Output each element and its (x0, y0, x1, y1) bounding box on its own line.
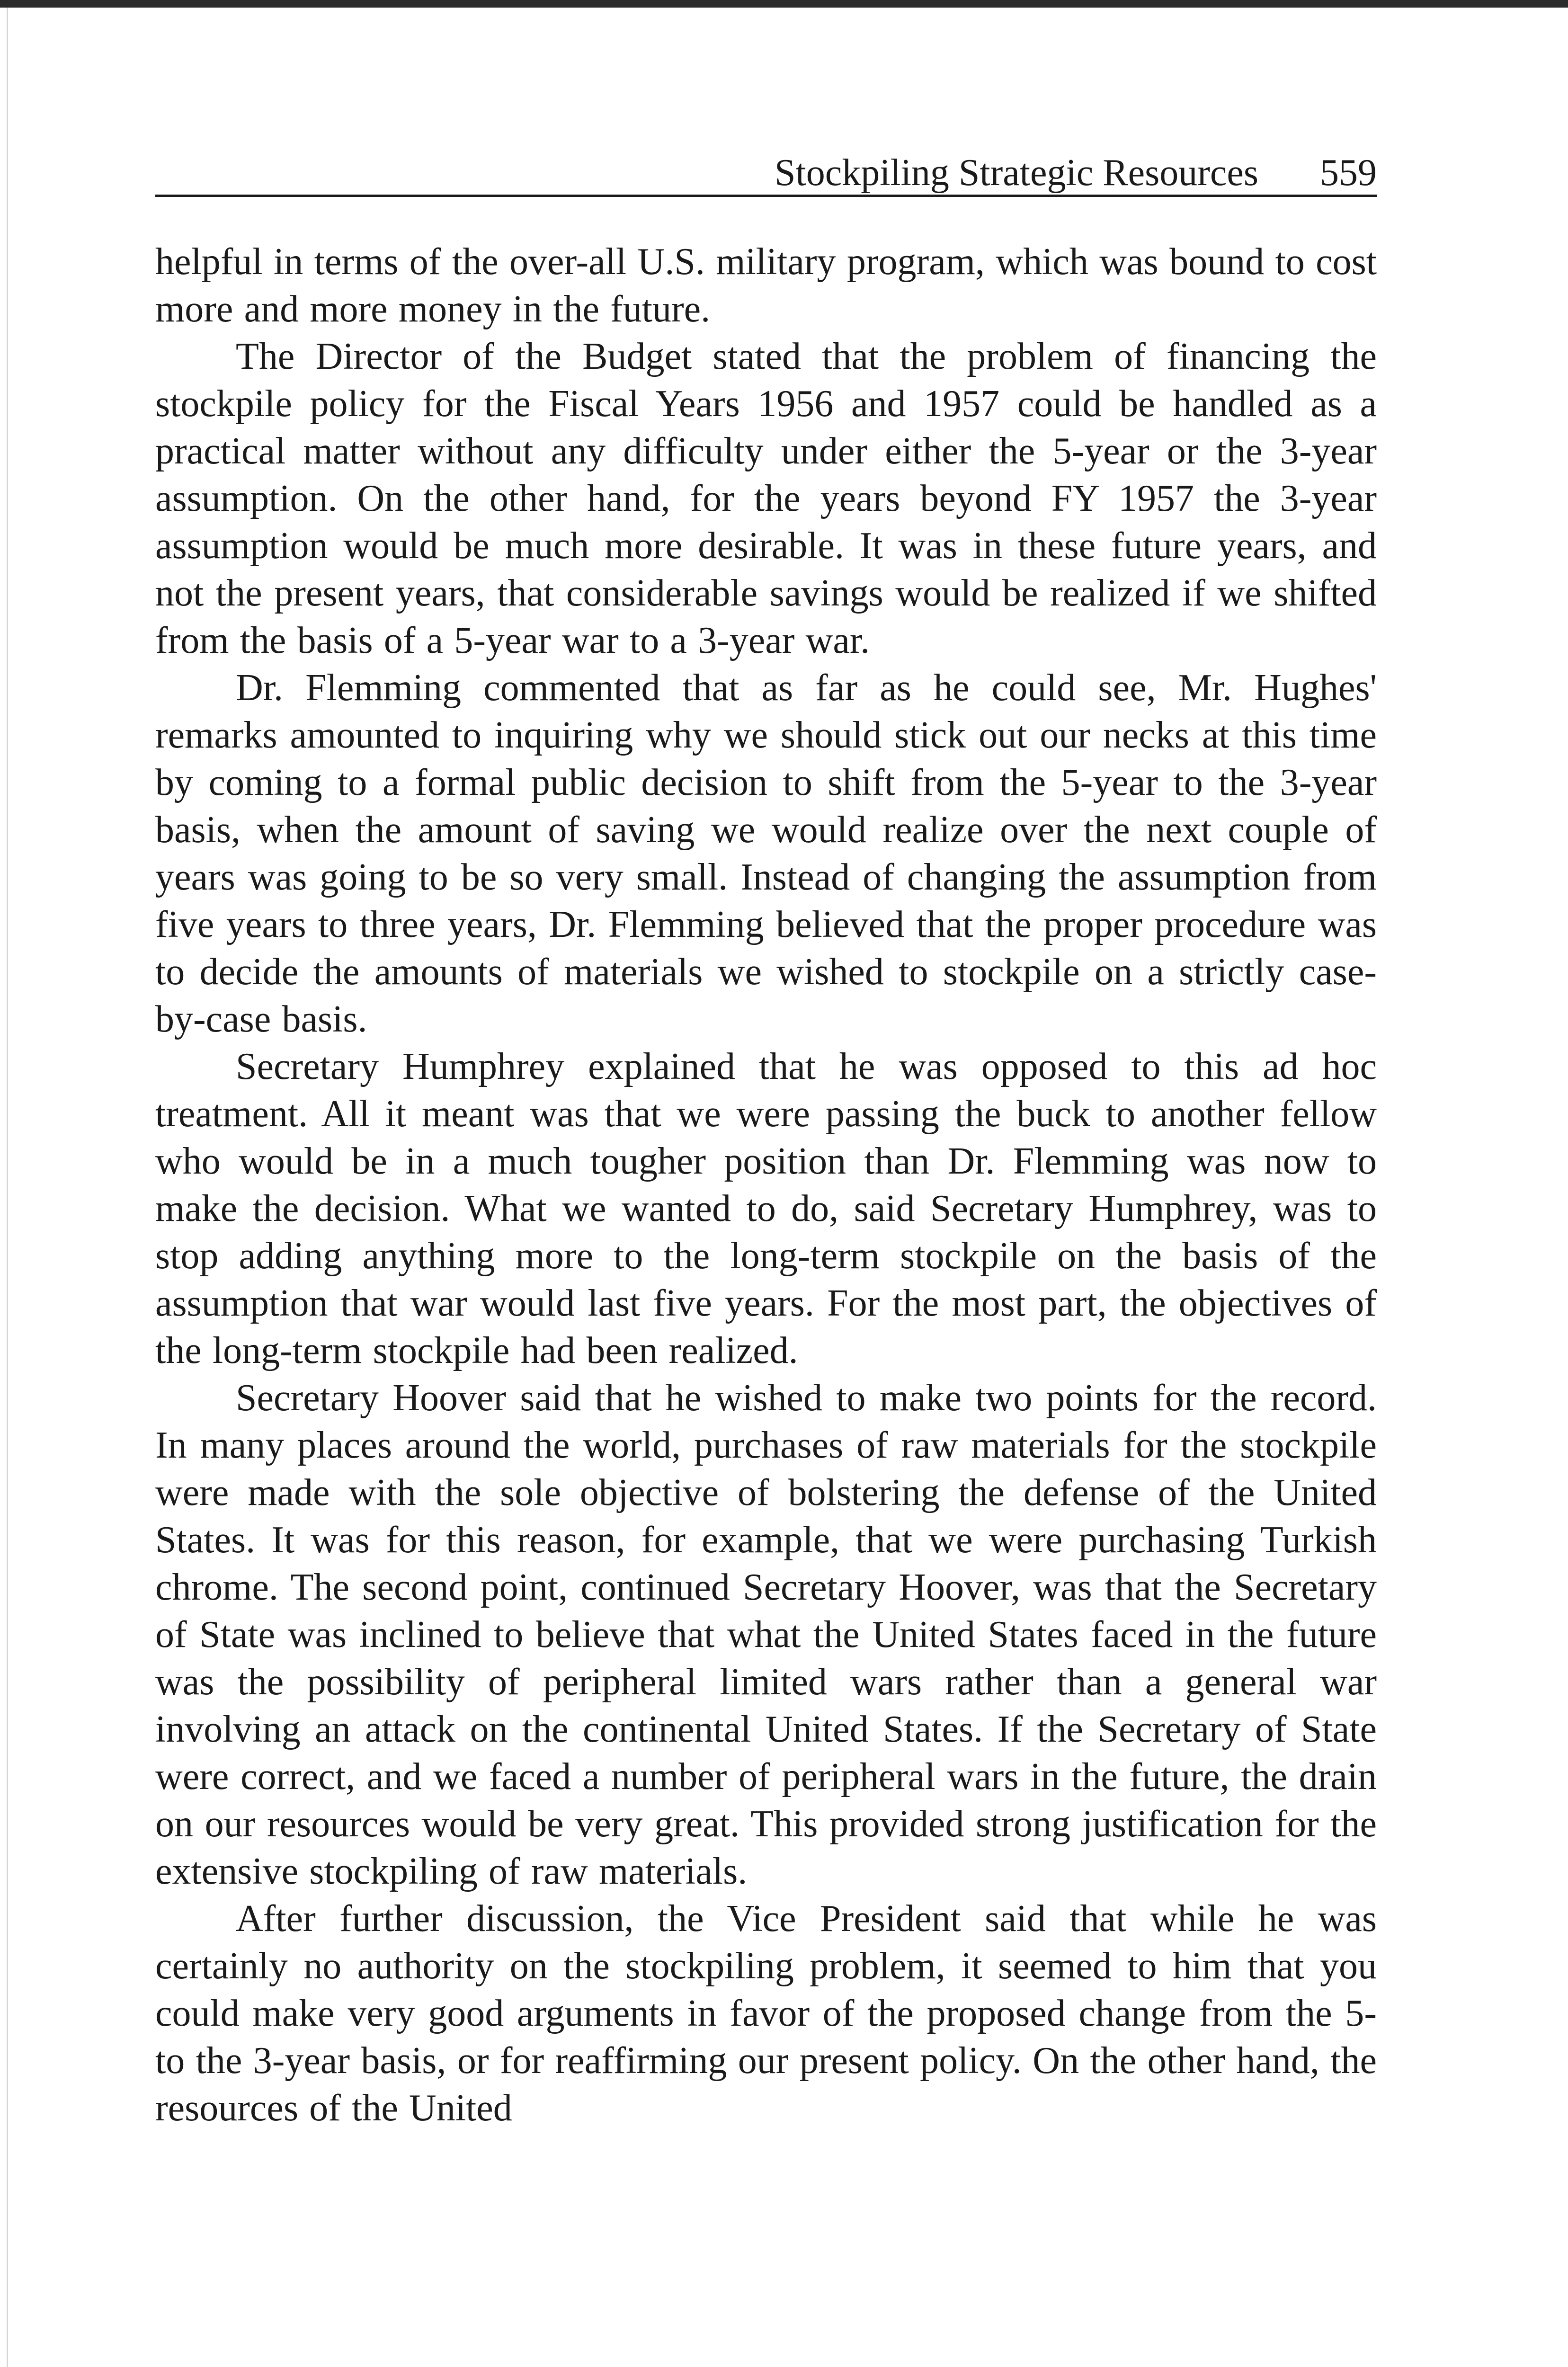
page-number: 559 (1320, 152, 1377, 194)
paragraph-flemming: Dr. Flemming commented that as far as he could see, Mr. Hughes' remarks amounted to inquiring why we should stick out our necks at this time by coming to a formal public decision to shift from the 5-year to the 3-year basis, when the amount of saving we would realize over the next couple of years was going to be so very small. Instead of changing the assumption from five years to three years, Dr. Flemming believed that the proper procedure was to decide the amounts of materials we wished to stockpile on a strictly case-by-case basis. (155, 667, 1377, 1040)
paragraph-budget-director: The Director of the Budget stated that the problem of financing the stockpile policy for the Fiscal Years 1956 and 1957 could be handled as a practical matter without any difficulty under either the 5-year or the 3-year assumption. On the other hand, for the years beyond FY 1957 the 3-year assumption would be much more desirable. It was in these future years, and not the present years, that considerable savings would be realized if we shifted from the basis of a 5-year war to a 3-year war. (155, 336, 1377, 661)
paragraph-hoover: Secretary Hoover said that he wished to make two points for the record. In many places around the world, purchases of raw materials for the stockpile were made with the sole objective of bolstering the defense of the United States. It was for this reason, for example, that we were purchasing Turkish chrome. The second point, continued Secretary Hoover, was that the Secretary of State was inclined to believe that what the United States faced in the future was the possibility of peripheral limited wars rather than a general war involving an attack on the continental United States. If the Secretary of State were correct, and we faced a number of peripheral wars in the future, the drain on our resources would be very great. This provided strong justification for the extensive stockpiling of raw materials. (155, 1377, 1377, 1892)
paragraph-continued: helpful in terms of the over-all U.S. military program, which was bound to cost more and more money in the future. (155, 241, 1377, 330)
running-head (155, 149, 1377, 197)
text-body (155, 238, 1377, 2132)
scan-left-edge (7, 8, 8, 2367)
running-head-title: Stockpiling Strategic Resources (774, 152, 1258, 194)
paragraph-vice-president: After further discussion, the Vice President said that while he was certainly no authority on the stockpiling problem, it seemed to him that you could make very good arguments in favor of the proposed change from the 5- to the 3-year basis, or for reaffirming our present policy. On the other hand, the resources of the United (155, 1898, 1377, 2129)
scan-top-edge (0, 0, 1568, 8)
paragraph-humphrey: Secretary Humphrey explained that he was opposed to this ad hoc treatment. All it meant was that we were passing the buck to another fellow who would be in a much tougher position than Dr. Flemming was now to make the decision. What we wanted to do, said Secretary Humphrey, was to stop adding anything more to the long-term stockpile on the basis of the assumption that war would last five years. For the most part, the objectives of the long-term stockpile had been realized. (155, 1046, 1377, 1371)
